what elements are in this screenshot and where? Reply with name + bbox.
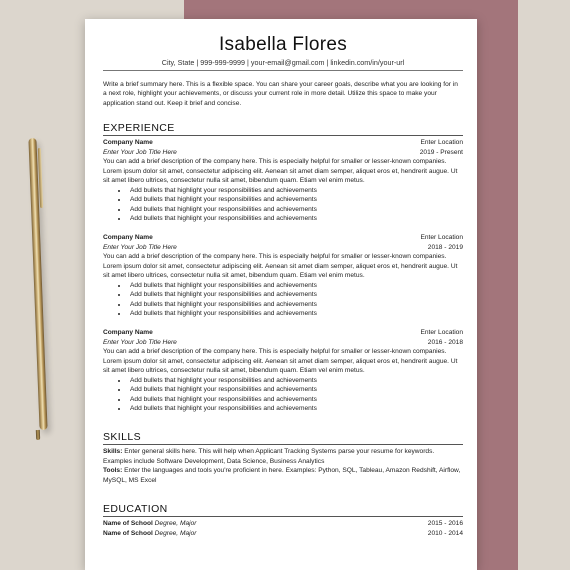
company-name: Company Name bbox=[103, 329, 153, 336]
job-entry bbox=[103, 233, 463, 319]
company-description: You can add a brief description of the company here. This is especially helpful for smaller or lesser-known companies. Lorem ipsum dolor sit amet, consectetur adipiscing elit. Aenean sit amet diam semper, aliquet eros et, hendrerit augue. Ut sit amet libero ultrices, consectetur nulla sit amet, bibendum quam. Etiam vel enim metus. bbox=[103, 158, 458, 184]
company-description: You can add a brief description of the company here. This is especially helpful for smaller or lesser-known companies. Lorem ipsum dolor sit amet, consectetur adipiscing elit. Aenean sit amet diam semper, aliquet eros et, hendrerit augue. Ut sit amet libero ultrices, consectetur nulla sit amet, bibendum quam. Etiam vel enim metus. bbox=[103, 348, 458, 374]
degree: Degree, Major bbox=[154, 520, 197, 527]
achievement-bullet: • Add bullets that highlight your responsibilities and achievements bbox=[128, 385, 463, 395]
achievement-bullet: • Add bullets that highlight your responsibilities and achievements bbox=[128, 195, 463, 205]
achievement-bullet: • Add bullets that highlight your responsibilities and achievements bbox=[128, 309, 463, 319]
education-heading: EDUCATION bbox=[103, 503, 168, 515]
tools-line bbox=[103, 466, 463, 485]
school-name: Name of School bbox=[103, 520, 153, 527]
education-block bbox=[103, 519, 463, 538]
job-title: Enter Your Job Title Here bbox=[103, 338, 177, 346]
degree: Degree, Major bbox=[154, 529, 197, 537]
achievement-bullet: • Add bullets that highlight your responsibilities and achievements bbox=[128, 300, 463, 310]
job-location: Enter Location bbox=[420, 234, 463, 241]
experience-heading: EXPERIENCE bbox=[103, 122, 175, 134]
tools-label: Tools: bbox=[103, 467, 123, 474]
achievement-bullet: • Add bullets that highlight your responsibilities and achievements bbox=[128, 395, 463, 405]
education-dates: 2015 - 2016 bbox=[427, 520, 463, 527]
job-dates: 2019 - Present bbox=[419, 148, 463, 156]
company-description: You can add a brief description of the company here. This is especially helpful for smaller or lesser-known companies. Lorem ipsum dolor sit amet, consectetur adipiscing elit. Aenean sit amet diam semper, aliquet eros et, hendrerit augue. Ut sit amet libero ultrices, consectetur nulla sit amet, bibendum quam. Etiam vel enim metus. bbox=[103, 253, 458, 279]
education-divider bbox=[103, 516, 463, 517]
achievement-bullet: • Add bullets that highlight your responsibilities and achievements bbox=[128, 376, 463, 386]
achievement-bullet: • Add bullets that highlight your responsibilities and achievements bbox=[128, 404, 463, 414]
contact-line: City, State | 999-999-9999 | your-email@gmail.com | linkedin.com/in/your-url bbox=[161, 58, 405, 67]
resume-page bbox=[85, 19, 477, 570]
achievement-list bbox=[103, 186, 463, 224]
school-name: Name of School bbox=[103, 529, 153, 537]
job-title: Enter Your Job Title Here bbox=[103, 243, 177, 251]
job-dates: 2018 - 2019 bbox=[427, 243, 463, 251]
job-dates: 2016 - 2018 bbox=[427, 338, 463, 346]
tools-text: Enter the languages and tools you're proficient in here. Examples: Python, SQL, Tableau, Amazon Redshift, Airflow, MySQL, MS Excel bbox=[103, 467, 461, 484]
achievement-bullet: • Add bullets that highlight your responsibilities and achievements bbox=[128, 186, 463, 196]
achievement-list bbox=[103, 376, 463, 414]
achievement-bullet: • Add bullets that highlight your responsibilities and achievements bbox=[128, 290, 463, 300]
skills-label: Skills: bbox=[103, 448, 123, 455]
job-entry bbox=[103, 138, 463, 224]
education-entry bbox=[103, 519, 463, 529]
job-location: Enter Location bbox=[420, 139, 463, 146]
education-dates: 2010 - 2014 bbox=[427, 529, 463, 537]
achievement-list bbox=[103, 281, 463, 319]
gold-pen bbox=[28, 138, 47, 430]
achievement-bullet: • Add bullets that highlight your responsibilities and achievements bbox=[128, 281, 463, 291]
company-name: Company Name bbox=[103, 139, 153, 146]
candidate-name: Isabella Flores bbox=[218, 34, 348, 55]
job-title: Enter Your Job Title Here bbox=[103, 148, 177, 156]
job-entry bbox=[103, 328, 463, 414]
achievement-bullet: • Add bullets that highlight your responsibilities and achievements bbox=[128, 205, 463, 215]
education-entry bbox=[103, 529, 463, 539]
skills-block bbox=[103, 447, 463, 485]
company-name: Company Name bbox=[103, 234, 153, 241]
skills-text: Enter general skills here. This will help when Applicant Tracking Systems parse your resume for keywords. Examples include Software Development, Data Science, Business Analytics bbox=[103, 448, 435, 465]
pen-tip bbox=[36, 430, 40, 440]
header-divider bbox=[103, 70, 463, 71]
skills-divider bbox=[103, 444, 463, 445]
skills-heading: SKILLS bbox=[103, 431, 142, 443]
job-location: Enter Location bbox=[420, 329, 463, 336]
experience-divider bbox=[103, 135, 463, 136]
skills-line bbox=[103, 447, 463, 466]
achievement-bullet: • Add bullets that highlight your responsibilities and achievements bbox=[128, 214, 463, 224]
summary-paragraph: Write a brief summary here. This is a flexible space. You can share your career goals, describe what you are looking for in a next role, highlight your achievements, or discuss your current role in more detail. Utilize this space to make your application stand out. Keep it brief and concise. bbox=[103, 81, 458, 107]
